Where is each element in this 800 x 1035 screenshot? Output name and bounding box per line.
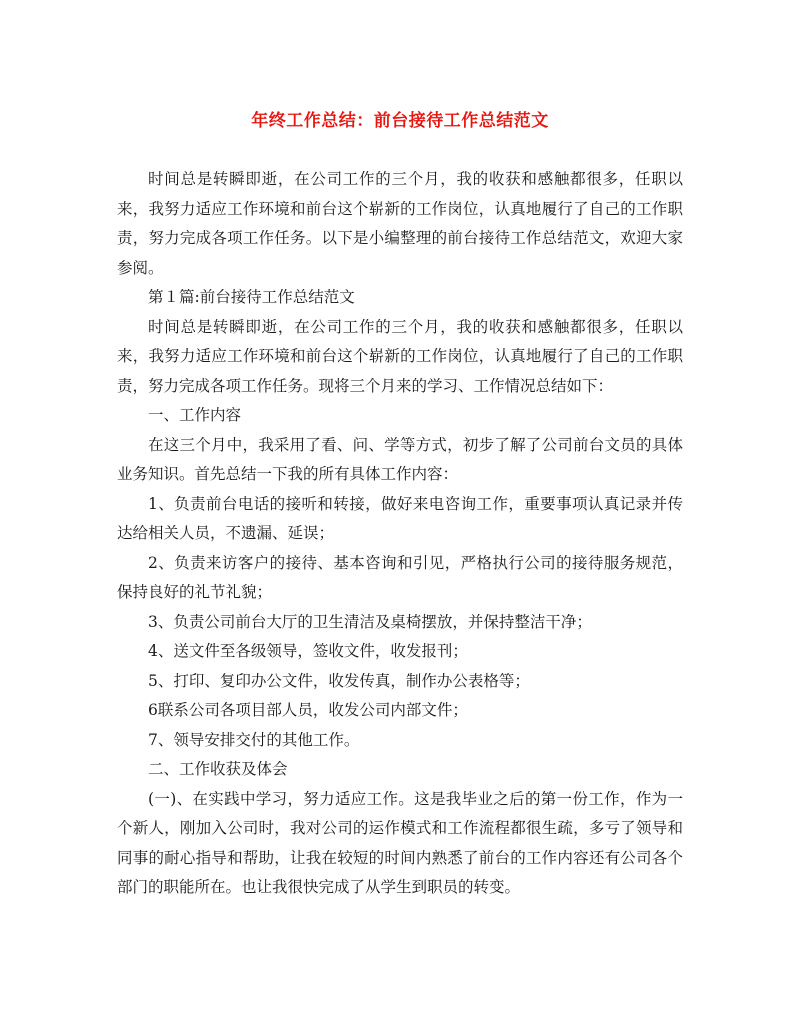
section-heading: 二、工作收获及体会 (148, 760, 288, 778)
document-body (117, 165, 683, 903)
document-title: 年终工作总结：前台接待工作总结范文 (251, 111, 549, 131)
list-item: 6联系公司各项目部人员，收发公司内部文件； (148, 701, 468, 719)
list-item: 2、负责来访客户的接待、基本咨询和引见，严格执行公司的接待服务规范，保持良好的礼节礼貌； (117, 553, 683, 601)
section-heading: 第１篇:前台接待工作总结范文 (148, 288, 355, 306)
paragraph: 时间总是转瞬即逝，在公司工作的三个月，我的收获和感触都很多，任职以来，我努力适应工作环境和前台这个崭新的工作岗位，认真地履行了自己的工作职责，努力完成各项工作任务。以下是小编整理的前台接待工作总结范文，欢迎大家参阅。 (117, 170, 683, 277)
section-heading: 一、工作内容 (148, 406, 242, 424)
list-item: 3、负责公司前台大厅的卫生清洁及桌椅摆放，并保持整洁干净； (148, 612, 592, 631)
list-item: 4、送文件至各级领导，签收文件，收发报刊； (148, 642, 468, 660)
list-item: 7、领导安排交付的其他工作。 (148, 730, 360, 749)
paragraph: (一)、在实践中学习，努力适应工作。这是我毕业之后的第一份工作，作为一个新人，刚加入公司时，我对公司的运作模式和工作流程都很生疏，多亏了领导和同事的耐心指导和帮助，让我在较短的时间内熟悉了前台的工作内容还有公司各个部门的职能所在。也让我很快完成了从学生到职员的转变。 (117, 789, 683, 896)
list-item: 5、打印、复印办公文件，收发传真，制作办公表格等； (148, 671, 530, 690)
list-item: 1、负责前台电话的接听和转接，做好来电咨询工作，重要事项认真记录并传达给相关人员，不遗漏、延误； (117, 494, 683, 542)
paragraph: 在这三个月中，我采用了看、问、学等方式，初步了解了公司前台文员的具体业务知识。首先总结一下我的所有具体工作内容： (117, 435, 683, 483)
paragraph: 时间总是转瞬即逝，在公司工作的三个月，我的收获和感触都很多，任职以来，我努力适应工作环境和前台这个崭新的工作岗位，认真地履行了自己的工作职责，努力完成各项工作任务。现将三个月来的学习、工作情况总结如下： (117, 317, 683, 395)
